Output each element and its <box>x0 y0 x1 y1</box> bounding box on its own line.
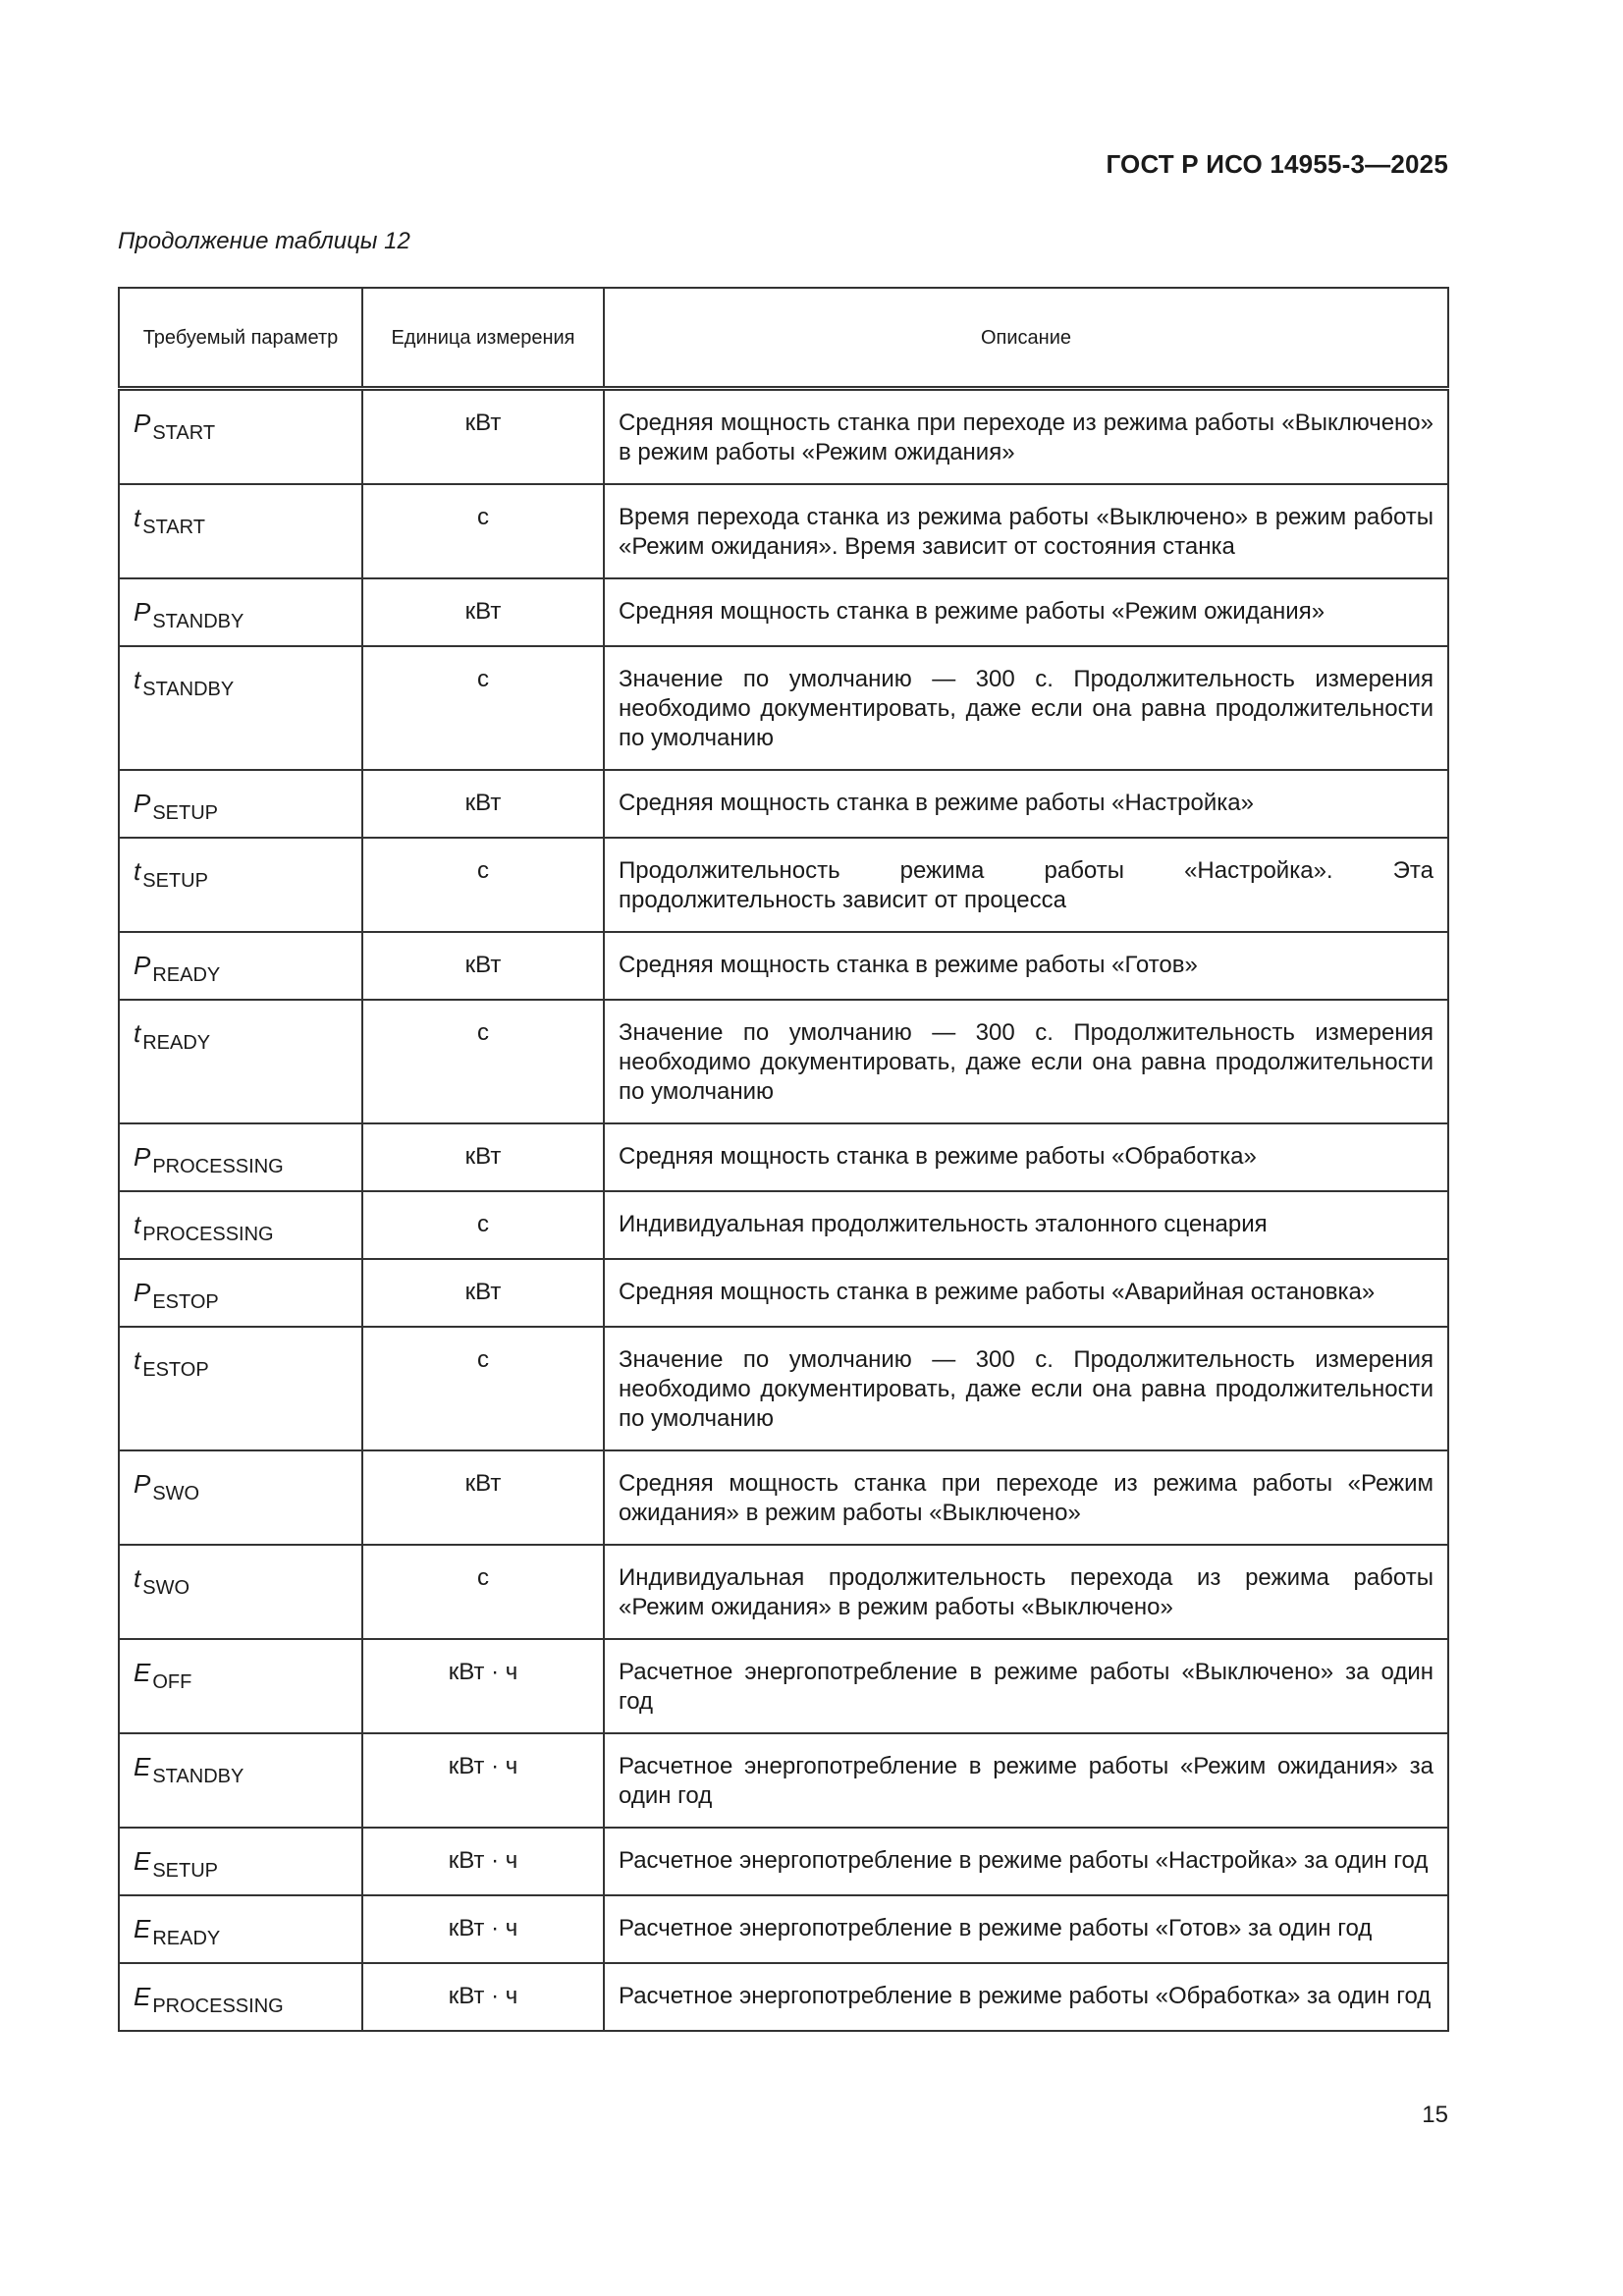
parameter-subscript: PROCESSING <box>142 1224 274 1245</box>
parameter-symbol: E <box>134 1752 151 1781</box>
parameter-subscript: PROCESSING <box>152 1995 284 2017</box>
parameter-symbol-cell <box>119 770 362 838</box>
parameter-subscript: OFF <box>152 1671 192 1693</box>
parameter-symbol-cell <box>119 1545 362 1639</box>
column-header-parameter: Требуемый параметр <box>119 288 362 389</box>
parameter-symbol-cell <box>119 389 362 485</box>
parameter-symbol-cell <box>119 1450 362 1545</box>
unit-cell: кВт <box>362 770 604 838</box>
parameter-subscript: SETUP <box>152 1860 219 1882</box>
parameter-subscript: READY <box>142 1032 211 1054</box>
parameter-subscript: SETUP <box>142 870 208 892</box>
parameter-symbol-cell <box>119 484 362 578</box>
description-cell: Значение по умолчанию — 300 с. Продолжительность измерения необходимо документировать, даже если она равна продолжительности по умолчанию <box>604 646 1448 770</box>
parameter-subscript: SETUP <box>152 802 219 824</box>
table-header-row <box>119 288 1448 389</box>
description-cell: Средняя мощность станка в режиме работы «Обработка» <box>604 1123 1448 1191</box>
table-row <box>119 932 1448 1000</box>
parameter-symbol-cell <box>119 1639 362 1733</box>
unit-cell: с <box>362 1191 604 1259</box>
parameter-symbol: t <box>134 1345 141 1375</box>
parameter-subscript: PROCESSING <box>152 1156 284 1177</box>
unit-cell: с <box>362 838 604 932</box>
parameter-symbol-cell <box>119 1191 362 1259</box>
description-cell: Индивидуальная продолжительность эталонного сценария <box>604 1191 1448 1259</box>
description-cell: Время перехода станка из режима работы «Выключено» в режим работы «Режим ожидания». Время зависит от состояния станка <box>604 484 1448 578</box>
table-row <box>119 1450 1448 1545</box>
parameter-symbol-cell <box>119 838 362 932</box>
unit-cell: кВт · ч <box>362 1828 604 1895</box>
table-row <box>119 1259 1448 1327</box>
parameter-subscript: READY <box>152 1928 221 1949</box>
parameter-subscript: ESTOP <box>152 1291 219 1313</box>
parameter-symbol: E <box>134 1846 151 1876</box>
description-cell: Индивидуальная продолжительность перехода из режима работы «Режим ожидания» в режим работы «Выключено» <box>604 1545 1448 1639</box>
table-row <box>119 838 1448 932</box>
parameter-symbol: P <box>134 1142 151 1172</box>
parameter-symbol: t <box>134 856 141 886</box>
parameter-symbol: E <box>134 1982 151 2011</box>
description-cell: Значение по умолчанию — 300 с. Продолжительность измерения необходимо документировать, даже если она равна продолжительности по умолчанию <box>604 1000 1448 1123</box>
parameter-symbol: t <box>134 1018 141 1048</box>
table-row <box>119 1895 1448 1963</box>
unit-cell: с <box>362 1327 604 1450</box>
unit-cell: с <box>362 1545 604 1639</box>
parameter-symbol: P <box>134 409 151 438</box>
description-cell: Средняя мощность станка в режиме работы «Настройка» <box>604 770 1448 838</box>
table-row <box>119 1191 1448 1259</box>
parameter-symbol-cell <box>119 646 362 770</box>
description-cell: Средняя мощность станка при переходе из режима работы «Выключено» в режим работы «Режим ожидания» <box>604 389 1448 485</box>
parameter-symbol: P <box>134 951 151 980</box>
parameter-symbol-cell <box>119 578 362 646</box>
parameter-symbol-cell <box>119 932 362 1000</box>
table-row <box>119 1545 1448 1639</box>
table-header <box>119 288 1448 389</box>
parameter-symbol: P <box>134 1469 151 1499</box>
parameter-subscript: SWO <box>152 1483 200 1504</box>
table-row <box>119 389 1448 485</box>
parameter-subscript: START <box>142 517 205 538</box>
table-row <box>119 1123 1448 1191</box>
description-cell: Средняя мощность станка в режиме работы «Режим ожидания» <box>604 578 1448 646</box>
parameter-symbol: E <box>134 1914 151 1943</box>
parameter-subscript: STANDBY <box>152 1766 244 1787</box>
parameter-symbol-cell <box>119 1327 362 1450</box>
parameter-symbol: P <box>134 1278 151 1307</box>
parameter-symbol-cell <box>119 1259 362 1327</box>
parameter-symbol-cell <box>119 1123 362 1191</box>
unit-cell: кВт <box>362 1123 604 1191</box>
unit-cell: кВт · ч <box>362 1639 604 1733</box>
table-row <box>119 1639 1448 1733</box>
parameters-table <box>118 287 1449 2032</box>
document-standard-header: ГОСТ Р ИСО 14955-3—2025 <box>1106 149 1448 179</box>
parameter-symbol: t <box>134 1210 141 1239</box>
unit-cell: кВт · ч <box>362 1733 604 1828</box>
parameter-symbol-cell <box>119 1895 362 1963</box>
description-cell: Средняя мощность станка при переходе из режима работы «Режим ожидания» в режим работы «Выключено» <box>604 1450 1448 1545</box>
page-number: 15 <box>1422 2102 1448 2128</box>
column-header-description: Описание <box>604 288 1448 389</box>
table-row <box>119 646 1448 770</box>
table-row <box>119 484 1448 578</box>
unit-cell: кВт <box>362 1450 604 1545</box>
parameter-symbol: P <box>134 597 151 627</box>
parameter-subscript: SWO <box>142 1577 190 1599</box>
unit-cell: с <box>362 1000 604 1123</box>
description-cell: Расчетное энергопотребление в режиме работы «Обработка» за один год <box>604 1963 1448 2031</box>
table-row <box>119 770 1448 838</box>
unit-cell: кВт · ч <box>362 1963 604 2031</box>
description-cell: Расчетное энергопотребление в режиме работы «Выключено» за один год <box>604 1639 1448 1733</box>
table-row <box>119 1733 1448 1828</box>
column-header-unit: Единица измерения <box>362 288 604 389</box>
unit-cell: с <box>362 484 604 578</box>
description-cell: Значение по умолчанию — 300 с. Продолжительность измерения необходимо документировать, даже если она равна продолжительности по умолчанию <box>604 1327 1448 1450</box>
parameter-subscript: ESTOP <box>142 1359 209 1381</box>
description-cell: Расчетное энергопотребление в режиме работы «Настройка» за один год <box>604 1828 1448 1895</box>
description-cell: Расчетное энергопотребление в режиме работы «Режим ожидания» за один год <box>604 1733 1448 1828</box>
parameter-symbol: t <box>134 665 141 694</box>
table-body <box>119 389 1448 2032</box>
description-cell: Средняя мощность станка в режиме работы «Готов» <box>604 932 1448 1000</box>
parameter-symbol-cell <box>119 1828 362 1895</box>
parameter-symbol-cell <box>119 1963 362 2031</box>
unit-cell: кВт <box>362 578 604 646</box>
table-row <box>119 1327 1448 1450</box>
unit-cell: кВт <box>362 389 604 485</box>
unit-cell: с <box>362 646 604 770</box>
parameter-symbol: t <box>134 1563 141 1593</box>
description-cell: Расчетное энергопотребление в режиме работы «Готов» за один год <box>604 1895 1448 1963</box>
parameter-subscript: STANDBY <box>142 679 235 700</box>
parameter-subscript: STANDBY <box>152 611 244 632</box>
parameter-subscript: START <box>152 422 216 444</box>
parameter-symbol: P <box>134 789 151 818</box>
table-row <box>119 1963 1448 2031</box>
unit-cell: кВт <box>362 932 604 1000</box>
description-cell: Средняя мощность станка в режиме работы «Аварийная остановка» <box>604 1259 1448 1327</box>
parameter-symbol: t <box>134 503 141 532</box>
description-cell: Продолжительность режима работы «Настройка». Эта продолжительность зависит от процесса <box>604 838 1448 932</box>
parameter-symbol-cell <box>119 1733 362 1828</box>
table-row <box>119 1828 1448 1895</box>
table-row <box>119 578 1448 646</box>
table-row <box>119 1000 1448 1123</box>
parameter-subscript: READY <box>152 964 221 986</box>
unit-cell: кВт <box>362 1259 604 1327</box>
parameter-symbol-cell <box>119 1000 362 1123</box>
unit-cell: кВт · ч <box>362 1895 604 1963</box>
table-caption: Продолжение таблицы 12 <box>118 228 410 254</box>
parameter-symbol: E <box>134 1658 151 1687</box>
